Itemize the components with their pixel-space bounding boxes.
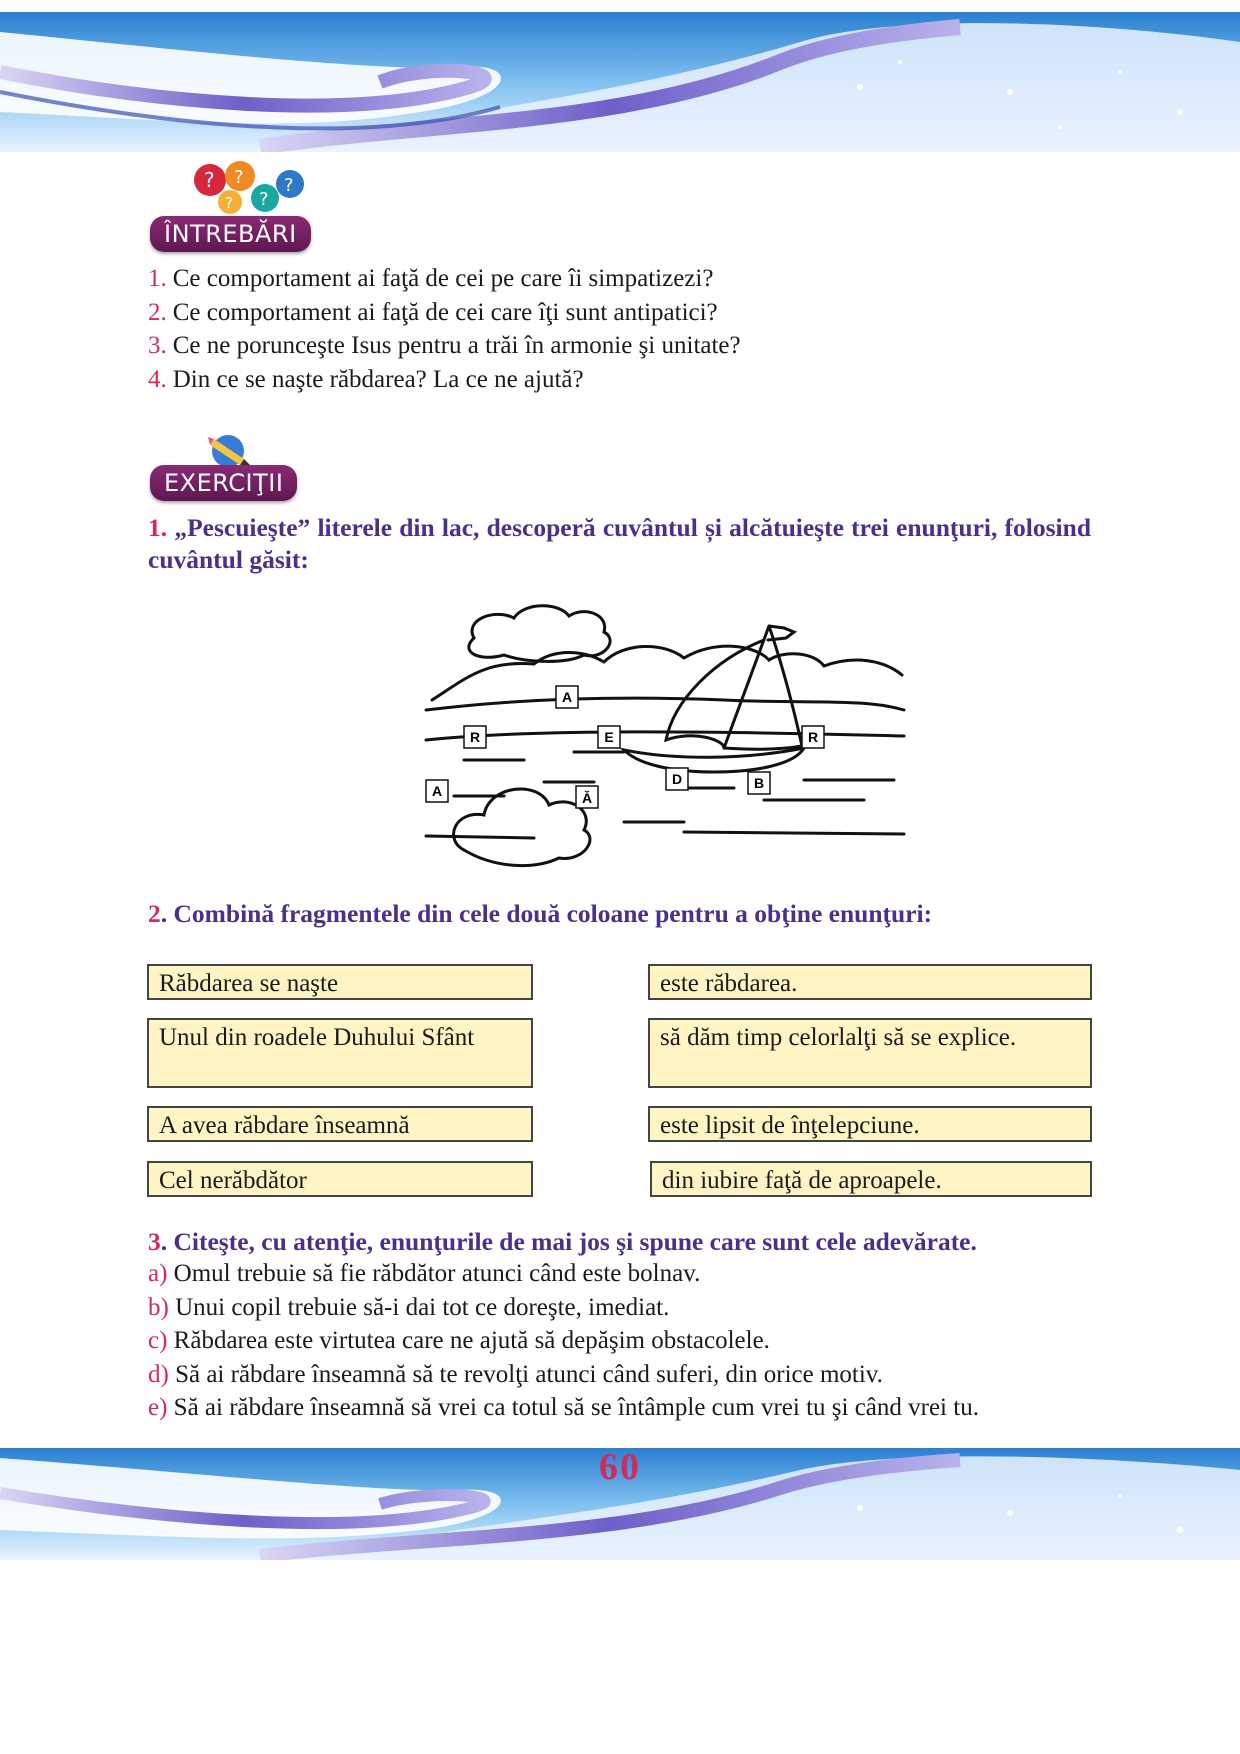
cloud-bottom [454, 789, 593, 866]
questions-heading: ÎNTREBĂRI [150, 216, 311, 252]
svg-text:R: R [469, 729, 481, 745]
svg-text:A: A [561, 689, 573, 705]
letter-tile [576, 786, 598, 808]
questions-list [148, 262, 741, 396]
letter-tile [556, 686, 578, 708]
list-item: 3. Ce ne porunceşte Isus pentru a trăi în armonie şi unitate? [148, 332, 741, 359]
page-number: 60 [599, 1446, 641, 1488]
letter-tile [426, 780, 448, 802]
right-fragment: este lipsit de înţelepciune. [648, 1106, 1092, 1142]
top-wave-banner [0, 12, 1240, 152]
svg-text:A: A [431, 783, 443, 799]
left-fragment: Cel nerăbdător [147, 1161, 533, 1197]
right-fragment: este răbdarea. [648, 964, 1092, 1000]
letter-tile [666, 768, 688, 790]
questions-badge [150, 158, 325, 258]
exercise-1-instruction: 1. „Pescuieşte” literele din lac, descoperă cuvântul și alcătuieşte trei enunţuri, folosind cuvântul găsit: [148, 513, 1091, 574]
svg-text:?: ? [204, 168, 215, 192]
left-fragment: Unul din roadele Duhului Sfânt [147, 1018, 533, 1088]
svg-text:Ă: Ă [581, 790, 593, 806]
left-fragment: Răbdarea se naşte [147, 964, 533, 1000]
svg-text:?: ? [284, 175, 294, 196]
lake-illustration [424, 600, 906, 872]
letter-tile [748, 772, 770, 794]
svg-text:?: ? [234, 167, 244, 188]
boat-mast [724, 626, 769, 748]
statements-list [148, 1257, 979, 1425]
list-item: 4. Din ce se naşte răbdarea? La ce ne ajută? [148, 365, 584, 393]
right-fragment: să dăm timp celorlalţi să se explice. [648, 1018, 1092, 1088]
svg-text:?: ? [225, 194, 233, 212]
list-item: a) Omul trebuie să fie răbdător atunci când este bolnav. [148, 1260, 701, 1287]
list-item: b) Unui copil trebuie să-i dai tot ce doreşte, imediat. [148, 1293, 670, 1321]
exercise-2-instruction: 2. Combină fragmentele din cele două coloane pentru a obţine enunţuri: [148, 899, 933, 928]
svg-text:R: R [807, 729, 819, 745]
exercises-badge [150, 425, 310, 525]
list-item: c) Răbdarea este virtutea care ne ajută să depăşim obstacolele. [148, 1327, 770, 1354]
list-item: e) Să ai răbdare înseamnă să vrei ca totul să se întâmple cum vrei tu şi când vrei tu. [148, 1394, 979, 1421]
boat-hull [624, 748, 804, 772]
question-bubbles-icon [190, 158, 320, 218]
exercises-heading: EXERCIŢII [150, 465, 297, 501]
svg-text:D: D [671, 771, 683, 787]
right-fragment: din iubire faţă de aproapele. [650, 1161, 1092, 1197]
hills [432, 646, 824, 700]
letter-tile [464, 726, 486, 748]
exercise-3-instruction: 3. Citeşte, cu atenţie, enunţurile de mai jos şi spune care sunt cele adevărate. [148, 1227, 977, 1256]
left-fragment: A avea răbdare înseamnă [147, 1106, 533, 1142]
list-item: d) Să ai răbdare înseamnă să te revolţi atunci când suferi, din orice motiv. [148, 1360, 883, 1388]
list-item: 2. Ce comportament ai faţă de cei care îţi sunt antipatici? [148, 298, 718, 326]
list-item: 1. Ce comportament ai faţă de cei pe care îi simpatizezi? [148, 265, 714, 292]
letter-tile [598, 726, 620, 748]
svg-text:B: B [753, 775, 765, 791]
letter-tile [802, 726, 824, 748]
svg-text:?: ? [259, 189, 269, 210]
svg-text:E: E [604, 729, 614, 745]
cloud-top [469, 606, 610, 662]
